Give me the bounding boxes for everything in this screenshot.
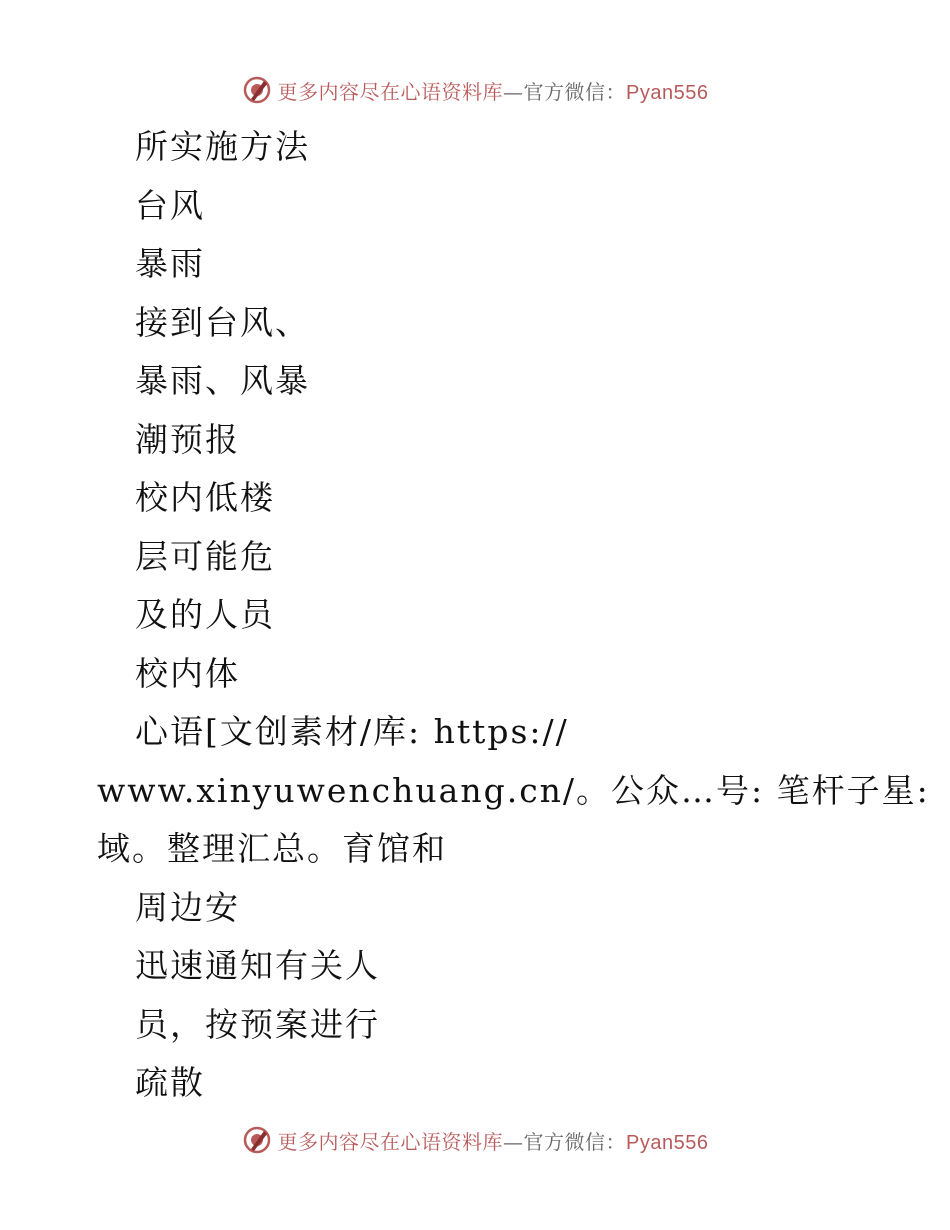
text-line: 暴雨	[135, 244, 205, 283]
text-line: 层可能危	[135, 536, 275, 576]
text-line: 迅速通知有关人	[135, 946, 380, 985]
header-banner	[0, 72, 950, 108]
footer-banner-wechat-id: Pyan556	[626, 1131, 709, 1154]
text-line: 接到台风、	[135, 302, 310, 342]
text-line: 所实施方法	[135, 127, 310, 166]
text-line: 域。整理汇总。育馆和	[97, 829, 447, 868]
text-line: 周边安	[135, 887, 240, 927]
text-line: 心语[文创素材/库: https://	[135, 712, 569, 751]
text-line: 台风	[135, 185, 205, 225]
text-line: 校内体	[135, 653, 240, 693]
header-banner-text	[278, 76, 709, 105]
pen-nib-logo-icon	[242, 1125, 272, 1155]
header-banner-main: 更多内容尽在心语资料库	[277, 79, 504, 104]
text-line: 员，按预案进行	[135, 1004, 380, 1044]
text-line: 疏散	[135, 1063, 205, 1102]
header-banner-separator: —官方微信：	[503, 79, 627, 104]
footer-banner-main: 更多内容尽在心语资料库	[277, 1129, 504, 1154]
text-line: 及的人员	[135, 595, 275, 634]
footer-banner-separator: —官方微信：	[503, 1129, 627, 1154]
document-body	[97, 118, 930, 1113]
text-line: 暴雨、风暴	[135, 361, 310, 400]
footer-banner	[0, 1122, 950, 1158]
pen-nib-logo-icon	[242, 75, 272, 105]
header-banner-wechat-id: Pyan556	[626, 81, 709, 104]
text-line: 校内低楼	[135, 478, 275, 517]
text-line: 潮预报	[135, 419, 240, 459]
text-line: www.xinyuwenchuang.cn/。公众…号: 笔杆子星:	[97, 770, 930, 810]
footer-banner-text	[278, 1126, 709, 1155]
